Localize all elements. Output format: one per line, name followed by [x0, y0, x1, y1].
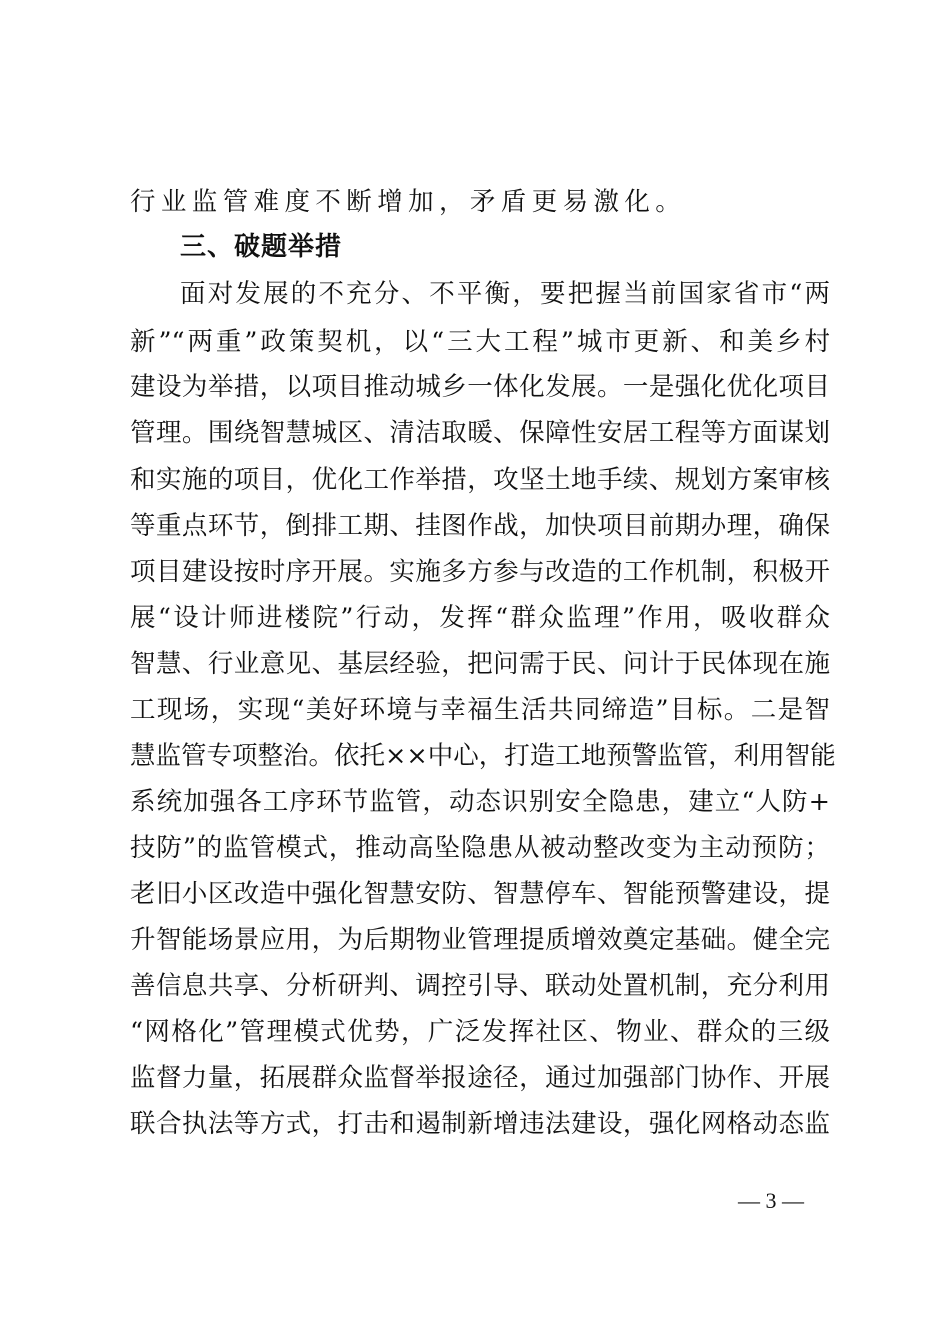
- paragraph-line: 建设为举措，以项目推动城乡一体化发展。一是强化优化项目: [130, 372, 830, 402]
- paragraph-line: 系统加强各工序环节监管，动态识别安全隐患，建立“人防+: [130, 787, 830, 817]
- paragraph-line: 善信息共享、分析研判、调控引导、联动处置机制，充分利用: [130, 971, 830, 1001]
- paragraph-line: 面对发展的不充分、不平衡，要把握当前国家省市“两: [180, 279, 830, 309]
- paragraph-line: 工现场，实现“美好环境与幸福生活共同缔造”目标。二是智: [130, 695, 830, 725]
- paragraph-line: 展“设计师进楼院”行动，发挥“群众监理”作用，吸收群众: [130, 603, 830, 633]
- paragraph-line: 技防”的监管模式，推动高坠隐患从被动整改变为主动预防；: [130, 833, 830, 863]
- paragraph-line: 管理。围绕智慧城区、清洁取暖、保障性安居工程等方面谋划: [130, 418, 830, 448]
- paragraph-line: “网格化”管理模式优势，广泛发挥社区、物业、群众的三级: [130, 1017, 830, 1047]
- paragraph-line: 监督力量，拓展群众监督举报途径，通过加强部门协作、开展: [130, 1063, 830, 1093]
- paragraph-line: 老旧小区改造中强化智慧安防、智慧停车、智能预警建设，提: [130, 879, 830, 909]
- paragraph-line: 和实施的项目，优化工作举措，攻坚土地手续、规划方案审核: [130, 465, 830, 495]
- paragraph-line: 联合执法等方式，打击和遏制新增违法建设，强化网格动态监: [130, 1109, 830, 1139]
- page-number: — 3 —: [738, 1188, 804, 1213]
- paragraph-line: 慧监管专项整治。依托××中心，打造工地预警监管，利用智能: [130, 741, 836, 771]
- paragraph-line: 智慧、行业意见、基层经验，把问需于民、问计于民体现在施: [130, 649, 830, 679]
- opening-line: 行业监管难度不断增加，矛盾更易激化。: [130, 187, 687, 217]
- paragraph-line: 新”“两重”政策契机，以“三大工程”城市更新、和美乡村: [130, 327, 830, 357]
- paragraph-line: 等重点环节，倒排工期、挂图作战，加快项目前期办理，确保: [130, 511, 830, 541]
- paragraph-line: 升智能场景应用，为后期物业管理提质增效奠定基础。健全完: [130, 925, 830, 955]
- paragraph-line: 项目建设按时序开展。实施多方参与改造的工作机制，积极开: [130, 557, 830, 587]
- section-heading: 三、破题举措: [180, 232, 343, 262]
